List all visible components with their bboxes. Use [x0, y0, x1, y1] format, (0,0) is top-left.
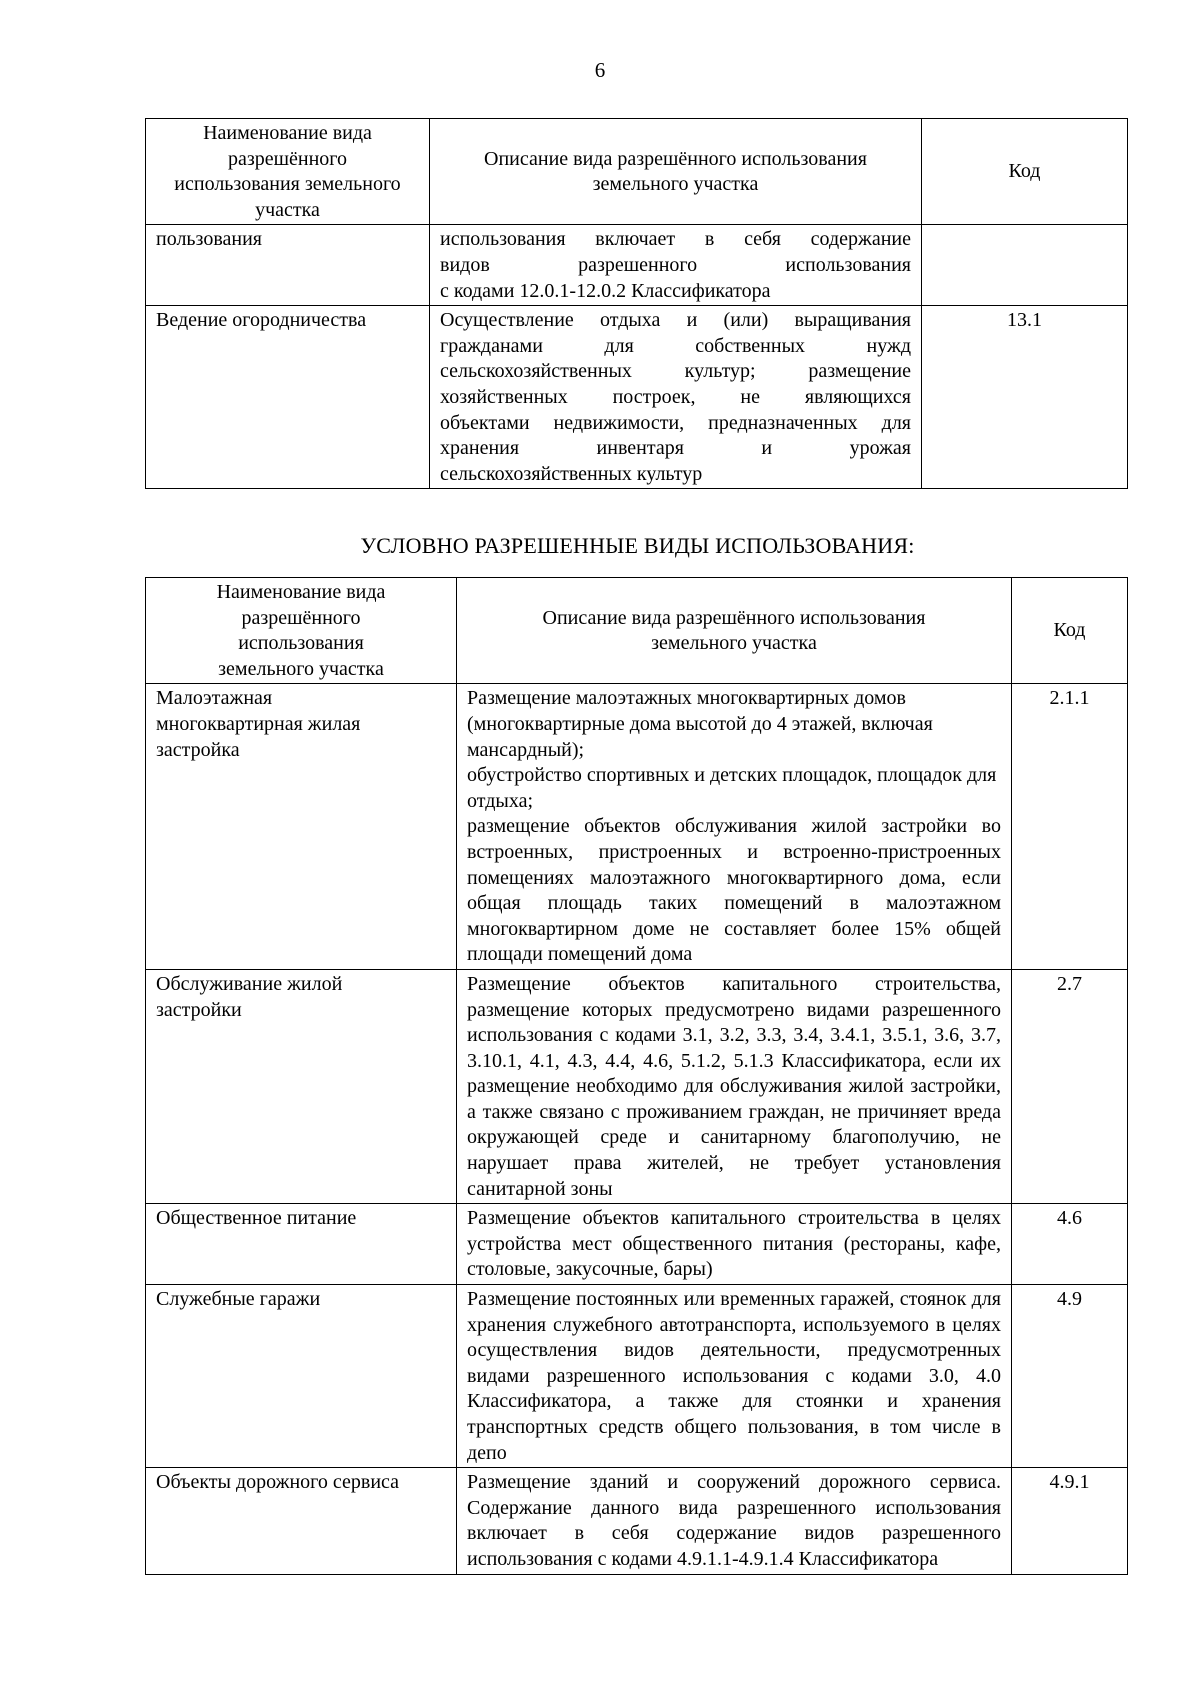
row-code: 4.6 [1012, 1204, 1128, 1285]
header-description: Описание вида разрешённого использования земельного участка [457, 578, 1012, 684]
row-code: 2.1.1 [1012, 684, 1128, 970]
row-name: Объекты дорожного сервиса [146, 1468, 457, 1574]
row-description: Размещение объектов капитального строительства в целях устройства мест общественного питания (рестораны, кафе, столовые, закусочные, бары) [457, 1204, 1012, 1285]
page-number: 6 [594, 58, 606, 82]
row-code: 4.9.1 [1012, 1468, 1128, 1574]
table-row [146, 684, 1128, 970]
row-description: Размещение объектов капитального строительства, размещение которых предусмотрено видами разрешенного использования с кодами 3.1, 3.2, 3.3, 3.4, 3.4.1, 3.5.1, 3.6, 3.7, 3.10.1, 4.1, 4.3, 4.4, 4.6, 5.1.2, 5.1.3 Классификатора, если их размещение необходимо для обслуживания жилой застройки, а также связано с проживанием граждан, не причиняет вреда окружающей среде и санитарному благополучию, не нарушает права жителей, не требует установления санитарной зоны [457, 969, 1012, 1203]
header-code: Код [1012, 578, 1128, 684]
table-row [146, 225, 1128, 306]
row-code: 13.1 [922, 306, 1128, 489]
row-code: 2.7 [1012, 969, 1128, 1203]
conditional-uses-table [145, 577, 1128, 1575]
header-code: Код [922, 119, 1128, 225]
row-name: Служебные гаражи [146, 1285, 457, 1468]
table-row [146, 306, 1128, 489]
row-name: пользования [146, 225, 430, 306]
row-description: Размещение постоянных или временных гаражей, стоянок для хранения служебного автотранспорта, используемого в целях осуществления видов деятельности, предусмотренных видами разрешенного использования с кодами 3.0, 4.0 Классификатора, а также для стоянки и хранения транспортных средств общего пользования, в том числе в депо [457, 1285, 1012, 1468]
row-description: Размещение зданий и сооружений дорожного сервиса. Содержание данного вида разрешенного использования включает в себя содержание видов разрешенного использования с кодами 4.9.1.1-4.9.1.4 Классификатора [457, 1468, 1012, 1574]
row-name: Обслуживание жилой застройки [146, 969, 457, 1203]
table-row [146, 1468, 1128, 1574]
table-row [146, 1285, 1128, 1468]
section-title: УСЛОВНО РАЗРЕШЕННЫЕ ВИДЫ ИСПОЛЬЗОВАНИЯ: [360, 533, 915, 558]
row-name: Малоэтажная многоквартирная жилая застройка [146, 684, 457, 970]
table-row [146, 1204, 1128, 1285]
row-description: использования включает в себя содержание видов разрешенного использования с кодами 12.0.1-12.0.2 Классификатора [430, 225, 922, 306]
row-description: Осуществление отдыха и (или) выращивания гражданами для собственных нужд сельскохозяйственных культур; размещение хозяйственных построек, не являющихся объектами недвижимости, предназначенных для хранения инвентаря и урожая сельскохозяйственных культур [430, 306, 922, 489]
header-description: Описание вида разрешённого использования земельного участка [430, 119, 922, 225]
header-name: Наименование вида разрешённого использования земельного участка [146, 119, 430, 225]
row-code [922, 225, 1128, 306]
row-name: Ведение огородничества [146, 306, 430, 489]
row-code: 4.9 [1012, 1285, 1128, 1468]
table-header-row [146, 578, 1128, 684]
row-name: Общественное питание [146, 1204, 457, 1285]
table-header-row [146, 119, 1128, 225]
permitted-uses-table-continued [145, 118, 1128, 489]
row-description: Размещение малоэтажных многоквартирных домов (многоквартирные дома высотой до 4 этажей, включая мансардный); обустройство спортивных и детских площадок, площадок для отдыха; размещение объектов обслуживания жилой застройки во встроенных, пристроенных и встроенно-пристроенных помещениях малоэтажного многоквартирного дома, если общая площадь таких помещений в малоэтажном многоквартирном доме не составляет более 15% общей площади помещений дома [457, 684, 1012, 970]
table-row [146, 969, 1128, 1203]
header-name: Наименование вида разрешённого использования земельного участка [146, 578, 457, 684]
